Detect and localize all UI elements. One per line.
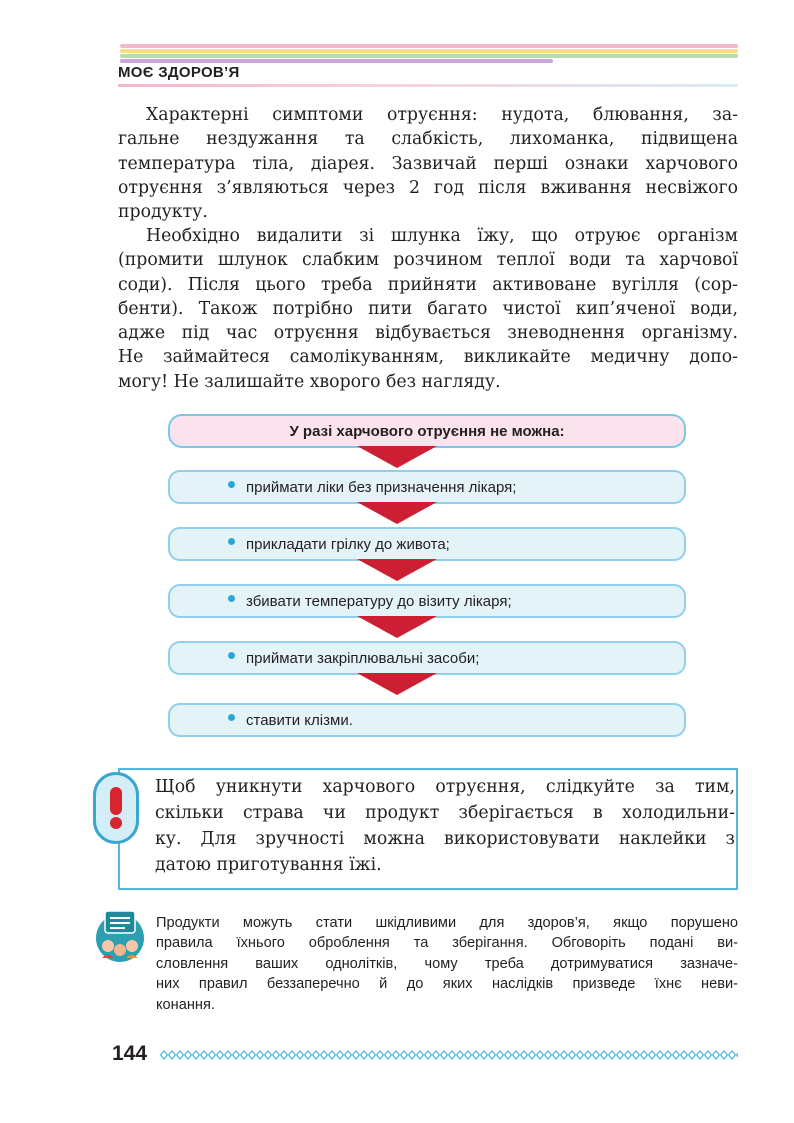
text-line: могу! Не залишайте хворого без нагляду.	[118, 371, 501, 392]
stripe-purple	[120, 59, 553, 63]
text-line: температура тіла, діарея. Зазвичай перші ознаки харчового	[118, 153, 738, 174]
flowchart-item	[168, 584, 686, 618]
text-line: скільки страва чи продукт зберігається в холодильни-	[155, 803, 735, 823]
bullet-icon	[228, 714, 235, 721]
text-line: гальне нездужання та слабкість, лихоманка, підвищена	[118, 129, 738, 150]
flowchart-heading: У разі харчового отруєння не можна:	[168, 414, 686, 448]
down-arrow-icon	[357, 673, 437, 695]
discussion-text	[156, 913, 738, 1015]
flowchart-item	[168, 641, 686, 675]
text-line: (промити шлунок слабким розчином теплої води та харчової	[118, 250, 738, 271]
flowchart-item-label: прикладати грілку до живота;	[246, 535, 450, 553]
text-line: Щоб уникнути харчового отруєння, слідкуйте за тим,	[155, 777, 735, 797]
bullet-icon	[228, 652, 235, 659]
text-line: Продукти можуть стати шкідливими для здоров’я, якщо порушено	[156, 915, 738, 931]
flowchart-item-label: приймати закріплювальні засоби;	[246, 649, 480, 667]
down-arrow-icon	[357, 559, 437, 581]
flowchart-item	[168, 527, 686, 561]
stripe-green	[120, 54, 738, 58]
header-color-stripes	[120, 44, 738, 64]
bullet-icon	[228, 538, 235, 545]
text-line: конання.	[156, 996, 215, 1013]
text-line: правила їхнього оброблення та зберігання. Обговоріть подані ви-	[156, 935, 738, 952]
flowchart-item-label: ставити клізми.	[246, 711, 353, 729]
decorative-diamond-rule	[160, 1049, 738, 1061]
paragraph-first-aid	[118, 224, 738, 394]
bullet-icon	[228, 481, 235, 488]
down-arrow-icon	[357, 616, 437, 638]
exclamation-icon	[93, 772, 139, 844]
stripe-yellow	[120, 49, 738, 53]
tip-text	[155, 774, 735, 878]
text-line: бенти). Також потрібно пити багато чистої кип’яченої води,	[118, 298, 738, 319]
chat-people-icon	[93, 908, 147, 962]
text-line: продукту.	[118, 202, 208, 223]
text-line: датою приготування їжі.	[155, 855, 382, 875]
section-title: МОЄ ЗДОРОВ’Я	[118, 64, 240, 81]
down-arrow-icon	[357, 502, 437, 524]
header-underline	[118, 84, 738, 87]
stripe-pink	[120, 44, 738, 48]
text-line: соди). Після цього треба прийняти активоване вугілля (сор-	[118, 274, 738, 295]
flowchart-item	[168, 703, 686, 737]
text-line: адже під час отруєння відбувається зневоднення організму.	[118, 323, 738, 344]
text-line: отруєння з’являються через 2 год після вживання несвіжого	[118, 177, 738, 198]
text-line: них правил беззаперечно й до яких наслідків призведе їхнє неви-	[156, 976, 738, 993]
flowchart-item-label: збивати температуру до візиту лікаря;	[246, 592, 512, 610]
text-line: Характерні симптоми отруєння: нудота, блювання, за-	[146, 105, 738, 125]
flowchart-item-label: приймати ліки без призначення лікаря;	[246, 478, 517, 496]
page-number: 144	[112, 1042, 148, 1065]
text-line: Не займайтеся самолікуванням, викликайте медичну допо-	[118, 347, 738, 368]
text-line: Необхідно видалити зі шлунка їжу, що отруює організм	[146, 226, 738, 246]
text-line: словлення ваших однолітків, чому треба дотримуватися зазначе-	[156, 955, 738, 972]
discussion-icon	[93, 908, 147, 962]
flowchart-item	[168, 470, 686, 504]
text-line: ку. Для зручності можна використовувати наклейки з	[155, 829, 735, 849]
bullet-icon	[228, 595, 235, 602]
paragraph-symptoms	[118, 103, 738, 224]
exclamation-mark-icon	[105, 785, 127, 831]
down-arrow-icon	[357, 446, 437, 468]
